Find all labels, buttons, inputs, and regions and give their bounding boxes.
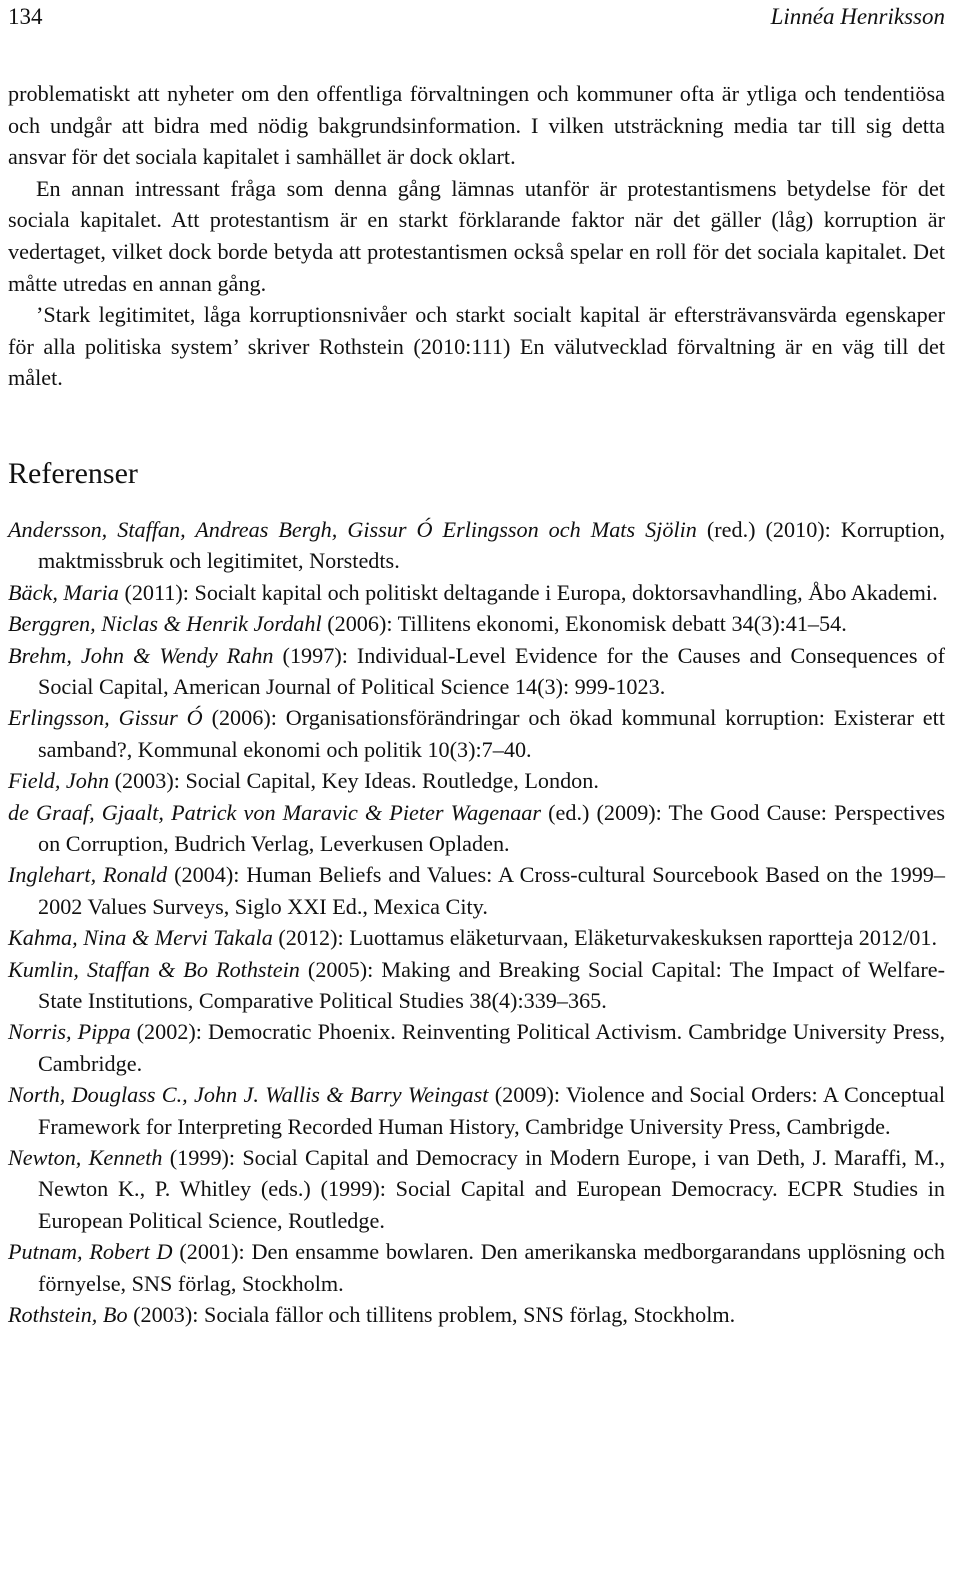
body-paragraph: ’Stark legitimitet, låga korruptionsnivåer och starkt socialt kapital är eftersträvansvärda egenskaper för alla politiska system’ skriver Rothstein (2010:111) En välutvecklad förvaltning är en väg till det målet. <box>8 302 945 391</box>
reference-entry <box>8 859 945 922</box>
page-number: 134 <box>8 4 43 29</box>
reference-entry <box>8 1079 945 1142</box>
reference-authors: Rothstein, Bo <box>8 1302 128 1328</box>
reference-entry <box>8 954 945 1017</box>
reference-entry <box>8 797 945 860</box>
reference-entry <box>8 577 945 608</box>
reference-details: (2005): Making and Breaking Social Capital: The Impact of Welfare-State Institutions, Comparative Political Studies 38(4):339–365. <box>38 956 945 1014</box>
reference-entry <box>8 608 945 639</box>
reference-details: (2012): Luottamus eläketurvaan, Eläketurvakeskuksen raportteja 2012/01. <box>272 925 938 951</box>
reference-list <box>8 514 945 1331</box>
reference-entry <box>8 702 945 765</box>
reference-entry <box>8 1142 945 1236</box>
reference-authors: Erlingsson, Gissur Ó <box>8 705 203 731</box>
reference-entry <box>8 1016 945 1079</box>
reference-authors: Andersson, Staffan, Andreas Bergh, Gissur Ó Erlingsson och Mats Sjölin <box>8 516 697 542</box>
book-page <box>8 0 945 1331</box>
reference-details: (2006): Tillitens ekonomi, Ekonomisk debatt 34(3):41–54. <box>321 611 847 637</box>
reference-entry <box>8 922 945 953</box>
reference-authors: Putnam, Robert D <box>8 1239 173 1265</box>
reference-details: (2003): Sociala fällor och tillitens problem, SNS förlag, Stockholm. <box>127 1302 736 1328</box>
reference-authors: Newton, Kenneth <box>8 1145 163 1171</box>
reference-authors: Berggren, Niclas & Henrik Jordahl <box>8 611 322 637</box>
reference-details: (1999): Social Capital and Democracy in Modern Europe, i van Deth, J. Maraffi, M., Newton K., P. Whitley (eds.) (1999): Social Capital and European Democracy. ECPR Studies in European Political Science, Routledge. <box>38 1145 945 1233</box>
reference-authors: Kumlin, Staffan & Bo Rothstein <box>8 956 300 982</box>
running-head <box>8 0 945 40</box>
body-text <box>8 78 945 394</box>
reference-details: (2009): Violence and Social Orders: A Conceptual Framework for Interpreting Recorded Human History, Cambridge University Press, Cambrigde. <box>38 1082 945 1139</box>
reference-details: (2003): Social Capital, Key Ideas. Routledge, London. <box>109 768 599 794</box>
reference-authors: North, Douglass C., John J. Wallis & Barry Weingast <box>8 1082 489 1108</box>
reference-entry <box>8 514 945 577</box>
reference-details: (2011): Socialt kapital och politiskt deltagande i Europa, doktorsavhandling, Åbo Akademi. <box>118 579 938 605</box>
reference-details: (1997): Individual-Level Evidence for the Causes and Consequences of Social Capital, American Journal of Political Science 14(3): 999-1023. <box>38 642 945 699</box>
reference-authors: Bäck, Maria <box>8 579 119 605</box>
reference-details: (2006): Organisationsförändringar och ökad kommunal korruption: Existerar ett samband?, Kommunal ekonomi och politik 10(3):7–40. <box>38 705 945 762</box>
reference-authors: de Graaf, Gjaalt, Patrick von Maravic & Pieter Wagenaar <box>8 799 542 825</box>
reference-authors: Inglehart, Ronald <box>8 862 168 888</box>
reference-authors: Brehm, John & Wendy Rahn <box>8 642 274 668</box>
reference-details: (ed.) (2009): The Good Cause: Perspectives on Corruption, Budrich Verlag, Leverkusen Opladen. <box>38 799 945 856</box>
reference-entry <box>8 765 945 796</box>
body-paragraph: problematiskt att nyheter om den offentliga förvaltningen och kommuner ofta är ytliga och tendentiösa och undgår att bidra med nödig bakgrundsinformation. I vilken utsträckning media tar till sig detta ansvar för det sociala kapitalet i samhället är dock oklart. <box>8 81 945 170</box>
reference-details: (2004): Human Beliefs and Values: A Cross-cultural Sourcebook Based on the 1999–2002 Values Surveys, Siglo XXI Ed., Mexica City. <box>38 862 945 919</box>
reference-details: (2002): Democratic Phoenix. Reinventing Political Activism. Cambridge University Press, Cambridge. <box>38 1019 945 1076</box>
reference-details: (2001): Den ensamme bowlaren. Den amerikanska medborgarandans upplösning och förnyelse, SNS förlag, Stockholm. <box>38 1239 945 1296</box>
reference-entry <box>8 1299 945 1330</box>
body-paragraph: En annan intressant fråga som denna gång lämnas utanför är protestantismens betydelse för det sociala kapitalet. Att protestantism är en starkt förklarande faktor när det gäller (låg) korruption är vedertaget, vilket dock borde betyda att protestantismen också spelar en roll för det sociala kapitalet. Det måtte utredas en annan gång. <box>8 175 945 296</box>
reference-entry <box>8 1236 945 1299</box>
reference-details: (red.) (2010): Korruption, maktmissbruk och legitimitet, Norstedts. <box>38 516 945 574</box>
reference-entry <box>8 640 945 703</box>
running-head-author: Linnéa Henriksson <box>770 4 945 29</box>
reference-authors: Field, John <box>8 768 110 794</box>
reference-authors: Norris, Pippa <box>8 1019 131 1045</box>
references-heading: Referenser <box>8 456 138 490</box>
reference-authors: Kahma, Nina & Mervi Takala <box>8 925 273 951</box>
